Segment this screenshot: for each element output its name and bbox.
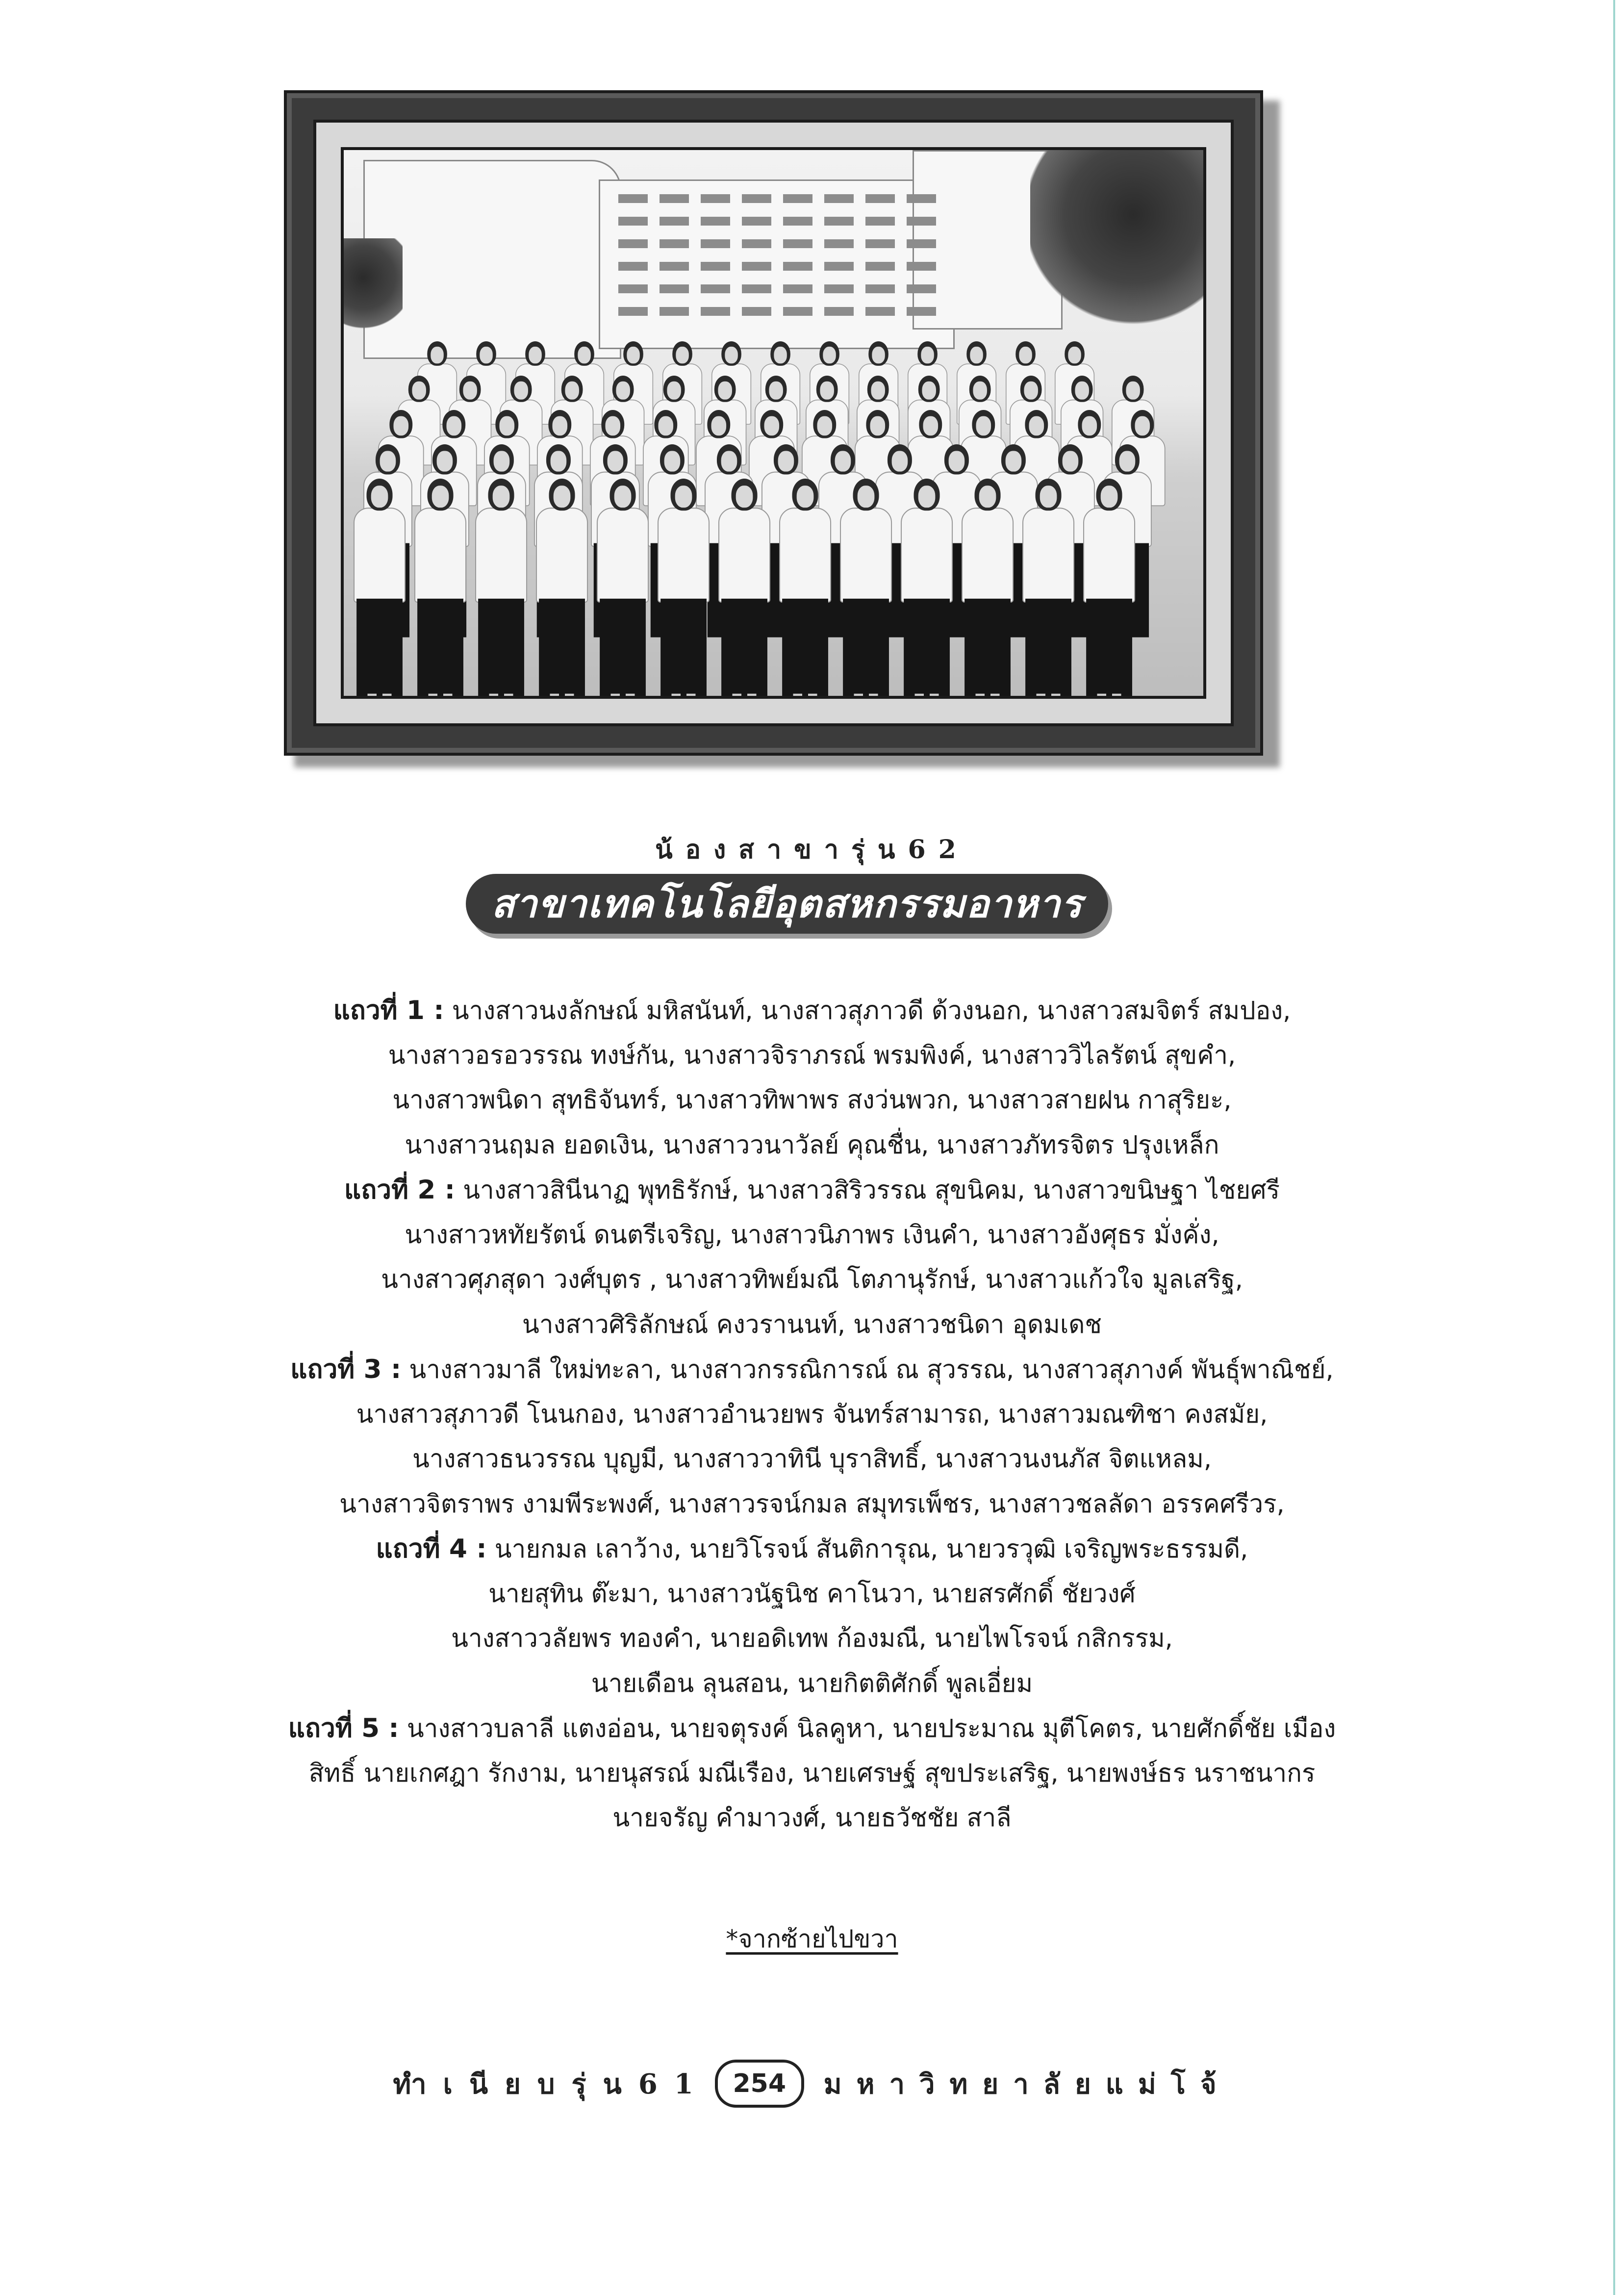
building-window — [824, 194, 854, 203]
building-window — [701, 194, 730, 203]
building-window — [824, 307, 854, 316]
row-1-line-3: นางสาวพนิดา สุทธิจันทร์, นางสาวทิพาพร สงว่นพวก, นางสาวสายฝน กาสุริยะ, — [392, 1086, 1232, 1115]
row-4-line-3: นางสาววลัยพร ทองคำ, นายอดิเทพ ก้องมณี, นายไพโรจน์ กสิกรรม, — [451, 1624, 1173, 1653]
row-1-names-1: นางสาวนงลักษณ์ มหิสนันท์, นางสาวสุภาวดี ด้วงนอก, นางสาวสมจิตร์ สมปอง, — [452, 996, 1291, 1025]
footer-right-text: มหาวิทยาลัยแม่โจ้ — [823, 2067, 1231, 2100]
row-1-line-2: นางสาวอรอวรรณ ทงษ์กัน, นางสาวจิราภรณ์ พรมพิงค์, นางสาววิไลรัตน์ สุขคำ, — [388, 1041, 1236, 1070]
building-window — [907, 194, 936, 203]
building-window — [865, 194, 895, 203]
row-1-line-4: นางสาวนฤมล ยอดเงิน, นางสาววนาวัลย์ คุณชื่น, นางสาวภัทรจิตร ปรุงเหล็ก — [405, 1130, 1219, 1160]
building-window — [865, 307, 895, 316]
building-window — [824, 239, 854, 248]
building-window — [618, 262, 648, 271]
building-window — [742, 239, 771, 248]
row-4-line-4: นายเดือน ลุนสอน, นายกิตติศักดิ์ พูลเอี่ยม — [591, 1669, 1033, 1698]
building-window — [660, 217, 689, 226]
order-note-text: *จากซ้ายไปขวา — [726, 1925, 898, 1953]
row-3-line-2: นางสาวสุภาวดี โนนกอง, นางสาวอำนวยพร จันทร์สามารถ, นางสาวมณฑิชา คงสมัย, — [356, 1400, 1268, 1429]
row-5-label: แถวที่ 5 : — [288, 1713, 399, 1743]
building-window — [742, 307, 771, 316]
building-window — [742, 262, 771, 271]
building-window — [618, 284, 648, 293]
row-4-line-2: นายสุทิน ต๊ะมา, นางสาวนัฐนิช คาโนวา, นายสรศักดิ์ ชัยวงศ์ — [488, 1579, 1136, 1608]
building-center — [599, 179, 955, 349]
building-window — [865, 262, 895, 271]
palm-tree — [1030, 147, 1206, 327]
building-window — [907, 239, 936, 248]
building-window — [742, 284, 771, 293]
building-window — [824, 262, 854, 271]
row-4-names-1: นายกมล เลาว้าง, นายวิโรจน์ สันติการุณ, นายวรวุฒิ เจริญพระธรรมดี, — [494, 1535, 1248, 1564]
row-3-line-1 — [0, 1347, 1624, 1392]
row-2-line-4: นางสาวศิริลักษณ์ คงวรานนท์, นางสาวชนิดา อุดมเดช — [522, 1310, 1102, 1339]
row-2-line-1 — [0, 1168, 1624, 1213]
row-5-line-3: นายจรัญ คำมาวงศ์, นายธวัชชัย สาลี — [612, 1804, 1012, 1833]
row-1-line-1 — [0, 988, 1624, 1033]
building-window — [742, 194, 771, 203]
building-window — [618, 217, 648, 226]
row-4-label: แถวที่ 4 : — [376, 1534, 487, 1564]
tree-left — [341, 238, 403, 336]
building-window — [660, 284, 689, 293]
building-window — [907, 307, 936, 316]
building-window — [907, 284, 936, 293]
building-window — [783, 239, 812, 248]
major-title-banner — [466, 874, 1108, 934]
building-window — [660, 307, 689, 316]
names-list — [0, 988, 1624, 1841]
building-window — [865, 284, 895, 293]
building-window — [701, 262, 730, 271]
building-window — [660, 262, 689, 271]
row-5-names-1: นางสาวบลาลี แตงอ่อน, นายจตุรงค์ นิลคูหา, นายประมาณ มุตีโคตร, นายศักดิ์ชัย เมือง — [406, 1714, 1336, 1743]
row-3-line-3: นางสาวธนวรรณ บุญมี, นางสาววาทินี บุราสิทธิ์, นางสาวนงนภัส จิตแหลม, — [412, 1445, 1212, 1474]
building-window — [783, 194, 812, 203]
building-window — [742, 217, 771, 226]
building-window — [618, 239, 648, 248]
building-window — [783, 307, 812, 316]
building-window — [783, 262, 812, 271]
building-window — [701, 307, 730, 316]
students-group — [344, 341, 1203, 696]
row-5-line-1 — [0, 1706, 1624, 1751]
row-2-names-1: นางสาวสินีนาฏ พุทธิรักษ์, นางสาวสิริวรรณ สุขนิคม, นางสาวขนิษฐา ไชยศรี — [463, 1176, 1280, 1205]
building-window — [660, 194, 689, 203]
building-window — [618, 194, 648, 203]
building-window — [865, 217, 895, 226]
row-2-line-2: นางสาวหทัยรัตน์ ดนตรีเจริญ, นางสาวนิภาพร เงินคำ, นางสาวอังศุธร มั่งคั่ง, — [405, 1220, 1219, 1250]
building-window — [660, 239, 689, 248]
row-4-line-1 — [0, 1527, 1624, 1572]
photo-frame — [287, 93, 1260, 753]
building-window — [907, 217, 936, 226]
row-3-label: แถวที่ 3 : — [290, 1354, 402, 1384]
major-title: สาขาเทคโนโลยีอุตสหกรรมอาหาร — [491, 882, 1083, 926]
building-window — [783, 217, 812, 226]
building-window — [701, 239, 730, 248]
row-5-line-2: สิทธิ์ นายเกศฎา รักงาม, นายนุสรณ์ มณีเรือง, นายเศรษฐ์ สุขประเสริฐ, นายพงษ์ธร นราชนากร — [308, 1759, 1316, 1788]
building-window — [824, 284, 854, 293]
row-3-names-1: นางสาวมาลี ใหม่ทะลา, นางสาวกรรณิการณ์ ณ สุวรรณ, นางสาวสุภางค์ พันธุ์พาณิชย์, — [409, 1355, 1334, 1384]
order-note — [0, 1920, 1624, 1959]
building-window — [701, 284, 730, 293]
building-window — [618, 307, 648, 316]
footer-left-text: ทำเนียบรุ่น61 — [393, 2067, 710, 2100]
page-number: 254 — [715, 2060, 804, 2108]
building-window — [701, 217, 730, 226]
building-window — [865, 239, 895, 248]
page-footer — [0, 2060, 1624, 2108]
row-2-label: แถวที่ 2 : — [344, 1175, 455, 1205]
row-1-label: แถวที่ 1 : — [333, 995, 444, 1025]
building-window — [824, 217, 854, 226]
group-photo — [341, 147, 1206, 699]
row-2-line-3: นางสาวศุภสุดา วงศ์บุตร , นางสาวทิพย์มณี โตภานุรักษ์, นางสาวแก้วใจ มูลเสริฐ, — [381, 1265, 1243, 1294]
batch-subtitle: น้องสาขารุ่น62 — [655, 835, 969, 865]
building-window — [783, 284, 812, 293]
building-window — [907, 262, 936, 271]
row-3-line-4: นางสาวจิตราพร งามพีระพงศ์, นางสาวรจน์กมล สมุทรเพ็ชร, นางสาวชลลัดา อรรคศรีวร, — [339, 1489, 1285, 1519]
